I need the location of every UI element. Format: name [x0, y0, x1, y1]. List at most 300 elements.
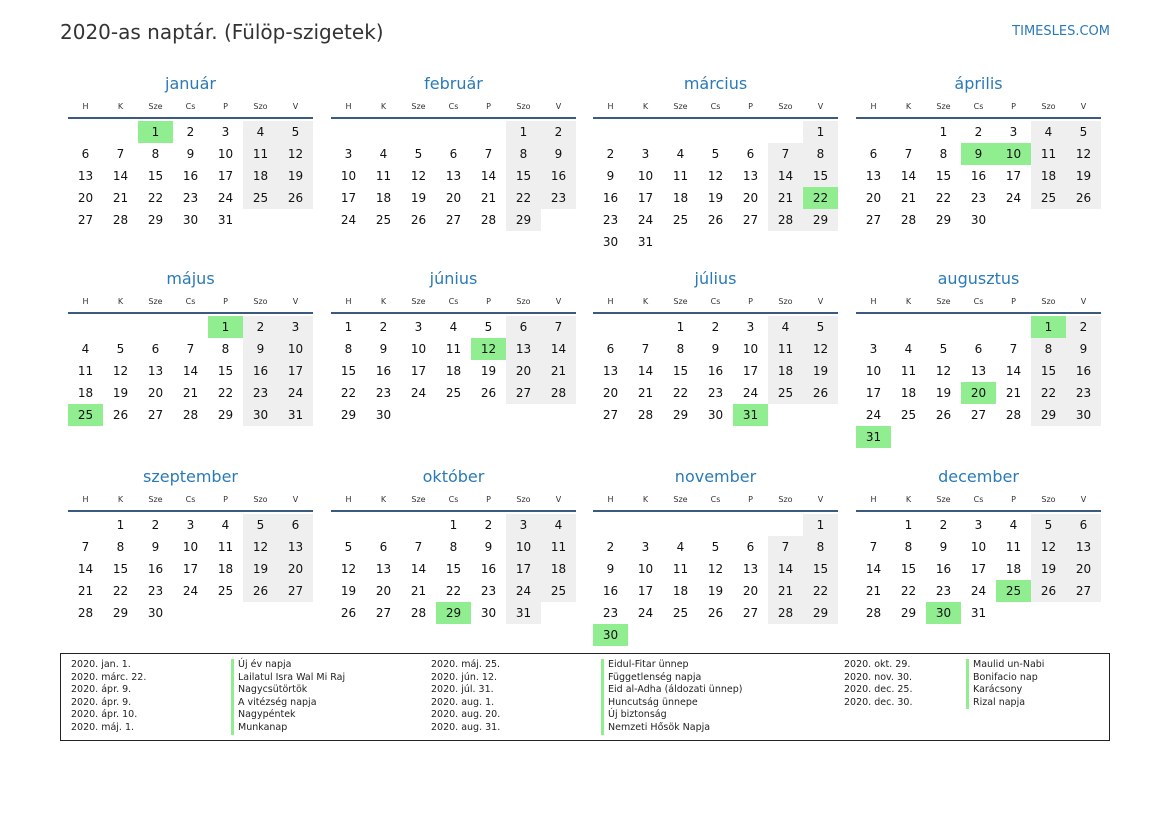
weekday-label: Szo	[778, 494, 793, 504]
day-cell: 26	[707, 213, 724, 227]
day-cell: 13	[506, 338, 541, 360]
day-cell: 25	[672, 213, 689, 227]
day-cell: 16	[707, 364, 724, 378]
week-row	[593, 404, 838, 426]
weekday-label: Cs	[710, 296, 721, 306]
empty-cell	[698, 121, 733, 143]
month-name: november	[674, 467, 757, 486]
day-cell: 10	[506, 536, 541, 558]
week-row	[331, 404, 576, 426]
weekday-label: P	[223, 296, 228, 306]
legend-holiday-name: Nagycsütörtök	[231, 684, 345, 697]
legend-holiday-name: Maulid un-Nabi	[966, 659, 1044, 672]
weekday-label: Sze	[148, 101, 163, 111]
week-row	[331, 580, 576, 602]
week-row	[331, 165, 576, 187]
empty-cell	[541, 209, 576, 231]
day-cell: 23	[147, 584, 164, 598]
day-cell: 27	[445, 213, 462, 227]
weekday-label: V	[1080, 101, 1087, 111]
empty-cell	[1031, 209, 1066, 231]
empty-cell	[891, 316, 926, 338]
day-cell: 12	[1031, 536, 1066, 558]
empty-cell	[506, 404, 541, 426]
day-cell: 25	[445, 386, 462, 400]
day-cell: 13	[742, 169, 759, 183]
day-cell: 16	[480, 562, 497, 576]
day-cell: 29	[900, 606, 917, 620]
day-cell: 21	[480, 191, 497, 205]
day-cell: 2	[151, 518, 160, 532]
day-cell: 19	[803, 360, 838, 382]
legend-date: 2020. dec. 25.	[844, 684, 913, 696]
week-row	[331, 360, 576, 382]
holiday-day-cell: 1	[1031, 316, 1066, 338]
weekday-label: Sze	[411, 494, 426, 504]
day-cell: 11	[672, 169, 689, 183]
week-row	[593, 382, 838, 404]
day-cell: 11	[768, 338, 803, 360]
empty-cell	[593, 316, 628, 338]
day-cell: 29	[147, 213, 164, 227]
weekday-header	[68, 95, 313, 119]
holiday-legend	[60, 653, 1110, 741]
weekday-label: P	[748, 494, 753, 504]
day-cell: 26	[112, 408, 129, 422]
day-cell: 10	[865, 364, 882, 378]
weekday-label: H	[870, 494, 877, 504]
week-row	[593, 231, 838, 253]
day-cell: 20	[506, 360, 541, 382]
week-row	[68, 558, 313, 580]
day-cell: 1	[676, 320, 685, 334]
day-cell: 13	[375, 562, 392, 576]
week-row	[331, 602, 576, 624]
day-cell: 29	[1031, 404, 1066, 426]
day-cell: 12	[803, 338, 838, 360]
empty-cell	[331, 514, 366, 536]
month-11	[593, 466, 838, 646]
day-cell: 14	[1005, 364, 1022, 378]
day-cell: 9	[484, 540, 493, 554]
empty-cell	[926, 426, 961, 448]
day-cell: 4	[1031, 121, 1066, 143]
day-cell: 23	[602, 606, 619, 620]
weekday-label: Cs	[710, 494, 721, 504]
day-cell: 11	[445, 342, 462, 356]
day-cell: 21	[865, 584, 882, 598]
weekday-label: P	[486, 101, 491, 111]
weekday-label: P	[748, 296, 753, 306]
empty-cell	[733, 121, 768, 143]
day-cell: 14	[768, 165, 803, 187]
month-name: február	[424, 74, 483, 93]
day-cell: 6	[506, 316, 541, 338]
day-cell: 10	[278, 338, 313, 360]
weekday-label: V	[555, 296, 562, 306]
day-cell: 24	[182, 584, 199, 598]
empty-cell	[803, 624, 838, 646]
day-cell: 7	[641, 342, 650, 356]
empty-cell	[768, 514, 803, 536]
day-cell: 25	[541, 580, 576, 602]
day-cell: 11	[1031, 143, 1066, 165]
day-cell: 27	[742, 606, 759, 620]
empty-cell	[593, 121, 628, 143]
month-1	[68, 73, 313, 231]
week-row	[593, 602, 838, 624]
empty-cell	[541, 404, 576, 426]
legend-holiday-name: Nagypéntek	[231, 709, 345, 722]
day-cell: 16	[182, 169, 199, 183]
day-cell: 17	[410, 364, 427, 378]
day-cell: 18	[900, 386, 917, 400]
day-cell: 29	[340, 408, 357, 422]
day-cell: 6	[1066, 514, 1101, 536]
day-cell: 3	[186, 518, 195, 532]
empty-cell	[628, 121, 663, 143]
day-cell: 27	[1066, 580, 1101, 602]
day-cell: 29	[217, 408, 234, 422]
week-row	[68, 143, 313, 165]
day-cell: 8	[116, 540, 125, 554]
month-name: szeptember	[142, 467, 238, 486]
day-cell: 9	[186, 147, 195, 161]
empty-cell	[103, 316, 138, 338]
day-cell: 10	[637, 169, 654, 183]
month-7	[593, 268, 838, 426]
day-cell: 24	[637, 213, 654, 227]
week-row	[68, 187, 313, 209]
week-row	[856, 602, 1101, 624]
day-cell: 25	[768, 382, 803, 404]
day-cell: 7	[768, 143, 803, 165]
day-cell: 18	[445, 364, 462, 378]
day-cell: 16	[970, 169, 987, 183]
weekday-label: H	[345, 296, 352, 306]
weekday-label: Szo	[253, 101, 268, 111]
empty-cell	[733, 514, 768, 536]
day-cell: 22	[1031, 382, 1066, 404]
day-cell: 26	[340, 606, 357, 620]
week-row	[856, 426, 1101, 448]
empty-cell	[436, 121, 471, 143]
holiday-day-cell: 1	[208, 316, 243, 338]
day-cell: 27	[506, 382, 541, 404]
empty-cell	[733, 624, 768, 646]
page-title: 2020-as naptár. (Fülöp-szigetek)	[60, 20, 384, 44]
weekday-header	[331, 488, 576, 512]
week-row	[593, 165, 838, 187]
week-row	[68, 580, 313, 602]
day-cell: 22	[506, 187, 541, 209]
weekday-label: V	[817, 296, 824, 306]
day-cell: 8	[939, 147, 948, 161]
empty-cell	[103, 121, 138, 143]
day-cell: 19	[112, 386, 129, 400]
legend-holiday-name: Munkanap	[231, 722, 345, 735]
day-cell: 23	[707, 386, 724, 400]
day-cell: 7	[414, 540, 423, 554]
day-cell: 16	[541, 165, 576, 187]
day-cell: 14	[112, 169, 129, 183]
day-cell: 17	[970, 562, 987, 576]
empty-cell	[856, 514, 891, 536]
week-row	[331, 382, 576, 404]
month-3	[593, 73, 838, 253]
day-cell: 3	[974, 518, 983, 532]
day-cell: 18	[768, 360, 803, 382]
weekday-label: V	[817, 494, 824, 504]
weekday-label: Szo	[1041, 296, 1056, 306]
week-row	[856, 404, 1101, 426]
empty-cell	[698, 514, 733, 536]
day-cell: 30	[147, 606, 164, 620]
day-cell: 24	[278, 382, 313, 404]
empty-cell	[856, 121, 891, 143]
week-row	[593, 187, 838, 209]
day-cell: 9	[379, 342, 388, 356]
day-cell: 18	[672, 191, 689, 205]
day-cell: 13	[77, 169, 94, 183]
weekday-label: V	[292, 296, 299, 306]
day-cell: 13	[970, 364, 987, 378]
day-cell: 4	[768, 316, 803, 338]
day-cell: 24	[217, 191, 234, 205]
day-cell: 19	[707, 191, 724, 205]
empty-cell	[436, 404, 471, 426]
week-row	[68, 121, 313, 143]
day-cell: 11	[77, 364, 94, 378]
day-cell: 1	[116, 518, 125, 532]
day-cell: 1	[904, 518, 913, 532]
day-cell: 27	[742, 213, 759, 227]
day-cell: 19	[340, 584, 357, 598]
holiday-day-cell: 31	[733, 404, 768, 426]
day-cell: 28	[865, 606, 882, 620]
month-8	[856, 268, 1101, 448]
week-row	[593, 338, 838, 360]
week-row	[856, 536, 1101, 558]
week-row	[68, 536, 313, 558]
weekday-label: Sze	[411, 101, 426, 111]
day-cell: 23	[970, 191, 987, 205]
week-row	[593, 514, 838, 536]
week-row	[331, 338, 576, 360]
empty-cell	[663, 231, 698, 253]
day-cell: 2	[711, 320, 720, 334]
day-cell: 19	[410, 191, 427, 205]
day-cell: 15	[935, 169, 952, 183]
day-cell: 30	[243, 404, 278, 426]
day-cell: 21	[541, 360, 576, 382]
week-row	[68, 602, 313, 624]
day-cell: 5	[344, 540, 353, 554]
day-cell: 30	[182, 213, 199, 227]
day-cell: 15	[217, 364, 234, 378]
legend-date: 2020. aug. 1.	[431, 696, 495, 708]
day-cell: 4	[676, 540, 685, 554]
day-cell: 28	[77, 606, 94, 620]
day-cell: 30	[375, 408, 392, 422]
day-cell: 31	[278, 404, 313, 426]
day-cell: 10	[410, 342, 427, 356]
empty-cell	[698, 624, 733, 646]
day-cell: 28	[112, 213, 129, 227]
day-cell: 17	[1005, 169, 1022, 183]
day-cell: 19	[1066, 165, 1101, 187]
empty-cell	[926, 316, 961, 338]
day-cell: 3	[746, 320, 755, 334]
day-cell: 4	[221, 518, 230, 532]
weekday-label: H	[345, 494, 352, 504]
day-cell: 9	[1066, 338, 1101, 360]
weekday-label: P	[1011, 296, 1016, 306]
month-name: október	[422, 467, 485, 486]
day-cell: 17	[340, 191, 357, 205]
weekday-header	[68, 290, 313, 314]
week-row	[856, 121, 1101, 143]
week-row	[68, 514, 313, 536]
empty-cell	[173, 602, 208, 624]
legend-date: 2020. máj. 25.	[431, 659, 501, 670]
weekday-label: V	[555, 494, 562, 504]
day-cell: 14	[637, 364, 654, 378]
weekday-label: K	[642, 494, 649, 504]
empty-cell	[663, 121, 698, 143]
day-cell: 17	[278, 360, 313, 382]
weekday-label: P	[486, 494, 491, 504]
day-cell: 16	[1066, 360, 1101, 382]
day-cell: 21	[1005, 386, 1022, 400]
legend-holiday-name: Nemzeti Hősök Napja	[601, 722, 742, 735]
weekday-label: K	[905, 296, 912, 306]
week-row	[593, 558, 838, 580]
weekday-label: V	[292, 101, 299, 111]
day-cell: 2	[974, 125, 983, 139]
day-cell: 17	[865, 386, 882, 400]
day-cell: 7	[81, 540, 90, 554]
day-cell: 20	[742, 584, 759, 598]
day-cell: 3	[344, 147, 353, 161]
legend-date: 2020. okt. 29.	[844, 659, 911, 670]
weekday-label: Szo	[778, 296, 793, 306]
empty-cell	[768, 231, 803, 253]
day-cell: 19	[278, 165, 313, 187]
week-row	[856, 187, 1101, 209]
day-cell: 1	[506, 121, 541, 143]
week-row	[331, 187, 576, 209]
weekday-label: Sze	[148, 296, 163, 306]
day-cell: 24	[1005, 191, 1022, 205]
empty-cell	[68, 316, 103, 338]
week-row	[856, 143, 1101, 165]
day-cell: 21	[112, 191, 129, 205]
day-cell: 13	[278, 536, 313, 558]
day-cell: 23	[182, 191, 199, 205]
weekday-label: H	[345, 101, 352, 111]
day-cell: 14	[541, 338, 576, 360]
empty-cell	[628, 514, 663, 536]
week-row	[856, 382, 1101, 404]
day-cell: 17	[742, 364, 759, 378]
day-cell: 6	[974, 342, 983, 356]
empty-cell	[401, 121, 436, 143]
day-cell: 4	[449, 320, 458, 334]
day-cell: 11	[1005, 540, 1022, 554]
day-cell: 8	[449, 540, 458, 554]
day-cell: 26	[278, 187, 313, 209]
empty-cell	[331, 121, 366, 143]
month-10	[331, 466, 576, 624]
day-cell: 21	[768, 187, 803, 209]
day-cell: 14	[182, 364, 199, 378]
weekday-label: K	[117, 101, 124, 111]
day-cell: 15	[672, 364, 689, 378]
day-cell: 26	[935, 408, 952, 422]
holiday-day-cell: 25	[68, 404, 103, 426]
day-cell: 26	[480, 386, 497, 400]
weekday-label: Szo	[253, 296, 268, 306]
week-row	[593, 121, 838, 143]
site-link[interactable]: TIMESLES.COM	[1012, 24, 1110, 39]
legend-date: 2020. nov. 30.	[844, 671, 913, 683]
day-cell: 7	[116, 147, 125, 161]
day-cell: 15	[1031, 360, 1066, 382]
day-cell: 2	[186, 125, 195, 139]
weekday-label: Cs	[185, 296, 196, 306]
day-cell: 8	[676, 342, 685, 356]
day-cell: 5	[711, 540, 720, 554]
empty-cell	[1031, 602, 1066, 624]
day-cell: 5	[278, 121, 313, 143]
day-cell: 2	[541, 121, 576, 143]
week-row	[331, 536, 576, 558]
week-row	[593, 360, 838, 382]
week-row	[856, 209, 1101, 231]
day-cell: 8	[1031, 338, 1066, 360]
holiday-day-cell: 20	[961, 382, 996, 404]
holiday-day-cell: 30	[593, 624, 628, 646]
day-cell: 19	[480, 364, 497, 378]
empty-cell	[856, 316, 891, 338]
empty-cell	[68, 514, 103, 536]
day-cell: 2	[379, 320, 388, 334]
day-cell: 28	[768, 602, 803, 624]
day-cell: 31	[217, 213, 234, 227]
empty-cell	[768, 404, 803, 426]
weekday-header	[856, 488, 1101, 512]
day-cell: 24	[506, 580, 541, 602]
day-cell: 7	[186, 342, 195, 356]
weekday-label: Szo	[516, 296, 531, 306]
legend-holiday-name: Függetlenség napja	[601, 672, 742, 685]
day-cell: 22	[340, 386, 357, 400]
day-cell: 30	[1066, 404, 1101, 426]
week-row	[68, 338, 313, 360]
day-cell: 6	[81, 147, 90, 161]
weekday-label: Sze	[411, 296, 426, 306]
day-cell: 16	[243, 360, 278, 382]
day-cell: 6	[278, 514, 313, 536]
day-cell: 23	[1066, 382, 1101, 404]
day-cell: 13	[865, 169, 882, 183]
day-cell: 7	[1009, 342, 1018, 356]
weekday-label: Szo	[516, 101, 531, 111]
day-cell: 5	[116, 342, 125, 356]
empty-cell	[366, 514, 401, 536]
weekday-header	[856, 95, 1101, 119]
